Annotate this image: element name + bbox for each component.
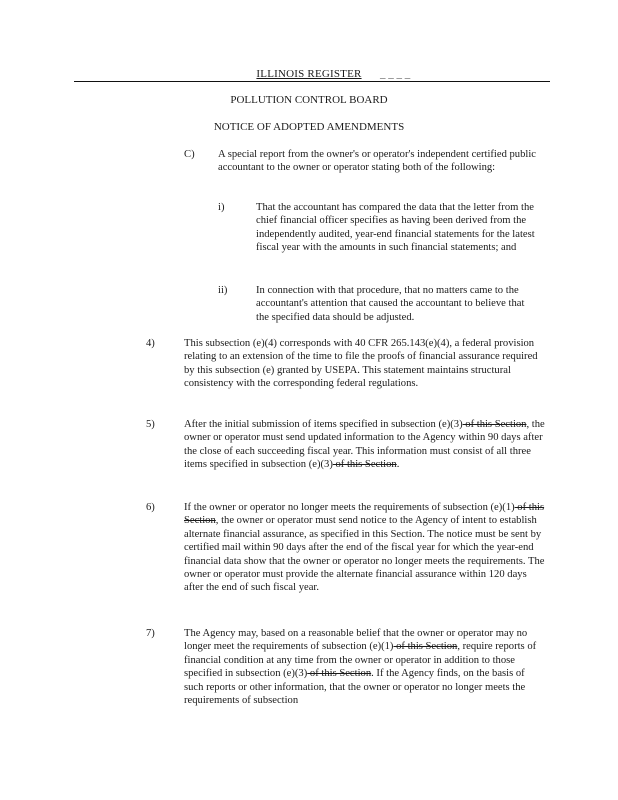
item-6-part-a: If the owner or operator no longer meets the requirements of subsection (e)(1) [184, 502, 515, 513]
item-6-text [184, 501, 546, 595]
item-ii-label: ii) [218, 285, 228, 296]
notice-title: NOTICE OF ADOPTED AMENDMENTS [213, 121, 405, 133]
item-7-part-b: , require reports of financial condition at any time from the owner or operator in addition to those specified in subsection (e)(3) [184, 641, 537, 680]
item-4-label: 4) [146, 338, 155, 349]
register-title-text: ILLINOIS REGISTER [256, 68, 362, 80]
item-6-label: 6) [146, 502, 155, 513]
item-4-text: This subsection (e)(4) corresponds with 40 CFR 265.143(e)(4), a federal provision relating to an extension of the time to file the proofs of financial assurance required by this subsection (e) granted by USEPA. This statement maintains structural consistency with the corresponding federal regulations. [184, 338, 538, 390]
item-c-label: C) [184, 149, 195, 160]
item-5-strike-a: of this Section [462, 419, 527, 430]
item-7-part-c: . If the Agency finds, on the basis of such reports or other information, that the owner or operator no longer meets the requirements of subsection [184, 668, 526, 707]
item-i-text: That the accountant has compared the data that the letter from the chief financial officer specifies as having been derived from the independently audited, year-end financial statements for the latest fiscal year with the amounts in such financial statements; and [256, 202, 535, 254]
item-6-part-b: , the owner or operator must send notice to the Agency of intent to establish alternate financial assurance, as specified in this Section. The notice must be sent by certified mail within 90 days after the end of the fiscal year for which the year-end financial data show that the owner or operator no longer meets the requirements. The owner or operator must provide the alternate financial assurance within 120 days after the end of such fiscal year. [184, 515, 545, 594]
item-5-label: 5) [146, 419, 155, 430]
board-name: POLLUTION CONTROL BOARD [230, 94, 388, 106]
item-i-label: i) [218, 202, 225, 213]
item-7-text [184, 627, 546, 707]
item-ii-text: In connection with that procedure, that no matters came to the accountant's attention that caused the accountant to believe that the specified data should be adjusted. [256, 285, 525, 323]
item-5-part-c: . [396, 459, 400, 471]
item-5-part-b: , the owner or operator must send updated information to the Agency within 90 days after the close of each succeeding fiscal year. This information must consist of all three items specified in subsection (e)(3) [184, 419, 545, 471]
header-rule [74, 81, 550, 82]
item-c-text: A special report from the owner's or operator's independent certified public accountant to the owner or operator stating both of the following: [218, 149, 536, 174]
item-7-label: 7) [146, 628, 155, 639]
register-title [0, 68, 618, 81]
item-5-part-a: After the initial submission of items specified in subsection (e)(3) [184, 419, 463, 430]
item-7-strike-a: of this Section [393, 641, 458, 653]
item-7-strike-b: of this Section [307, 668, 372, 680]
register-trail: _ _ _ _ [380, 68, 411, 80]
item-5-strike-b: of this Section [332, 459, 397, 471]
item-5-text [184, 418, 546, 472]
item-7-part-a: The Agency may, based on a reasonable belief that the owner or operator may no longer meet the requirements of subsection (e)(1) [184, 628, 528, 653]
item-6-strike-a: of this Section [184, 502, 545, 527]
